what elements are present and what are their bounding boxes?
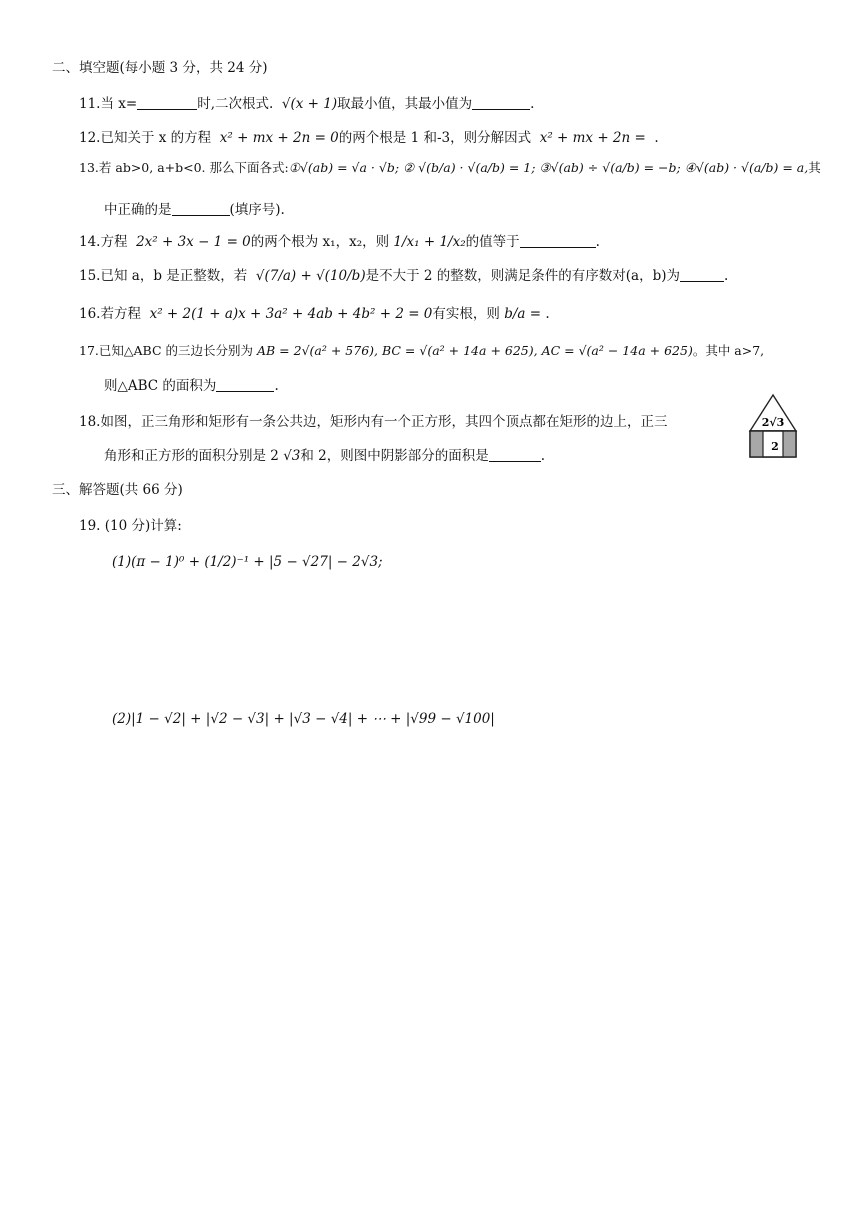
q19-part1-math: (1)(π − 1)⁰ + (1/2)⁻¹ + |5 − √27| − 2√3;	[112, 554, 383, 570]
q19-part2-math: (2)|1 − √2| + |√2 − √3| + |√3 − √4| + ⋯ + |√99 − √100|	[112, 711, 495, 727]
q11-math: √(x + 1)	[281, 96, 338, 112]
q15-end: .	[724, 268, 729, 284]
q18-blank	[489, 447, 541, 462]
q12-text-b: 的两个根是 1 和-3，则分解因式	[338, 130, 532, 146]
q14-math-a: 2x² + 3x − 1 = 0	[136, 234, 251, 250]
q11-number: 11.	[79, 96, 101, 112]
q16-number: 16.	[79, 306, 101, 322]
q15-number: 15.	[79, 268, 101, 284]
q11-blank-1	[137, 95, 197, 110]
q17-number: 17.	[79, 343, 99, 358]
q12-number: 12.	[79, 130, 101, 146]
q18-end: .	[540, 448, 546, 464]
q13-number: 13.	[79, 160, 99, 175]
question-13-line2	[104, 200, 285, 220]
q16-math-b: b/a =	[504, 306, 542, 322]
q16-text-a: 若方程	[100, 306, 141, 322]
q11-text-c: 取最小值，其最小值为	[337, 96, 473, 112]
q18-line2-a: 角形和正方形的面积分别是 2	[104, 448, 279, 464]
q13-line2-b: (填序号).	[229, 202, 285, 218]
q18-line2-b: 和 2，则图中阴影部分的面积是	[300, 448, 489, 464]
q11-blank-2	[472, 95, 530, 110]
shaded-right	[783, 431, 796, 457]
question-16	[79, 304, 550, 324]
q14-end: .	[595, 234, 600, 250]
q15-blank	[680, 267, 724, 282]
question-19-part1	[112, 552, 383, 572]
q18-line1: 如图，正三角形和矩形有一条公共边，矩形内有一个正方形，其四个顶点都在矩形的边上，正三	[100, 414, 668, 430]
q14-blank	[520, 233, 596, 248]
q14-number: 14.	[79, 234, 101, 250]
q18-number: 18.	[79, 414, 101, 430]
q17-blank	[216, 377, 274, 392]
q11-text-b: 时,二次根式.	[197, 96, 274, 112]
q17-math: AB = 2√(a² + 576), BC = √(a² + 14a + 625), AC = √(a² − 14a + 625)	[256, 343, 693, 358]
q19-title-text: 19. (10 分)计算:	[79, 518, 182, 534]
section2-heading	[52, 58, 267, 78]
q14-text-a: 方程	[100, 234, 128, 250]
q17-end: .	[274, 378, 279, 394]
q17-text-b: 。其中 a>7,	[692, 343, 765, 358]
question-13	[79, 158, 821, 178]
question-14	[79, 232, 600, 252]
question-18	[79, 412, 667, 432]
q12-text-a: 已知关于 x 的方程	[100, 130, 212, 146]
question-18-line2	[104, 446, 545, 466]
section3-heading	[52, 480, 183, 500]
q17-text-a: 已知△ABC 的三边长分别为	[98, 343, 253, 358]
question-17-line2	[104, 376, 279, 396]
q13-text-a: 若 ab>0, a+b<0. 那么下面各式:	[98, 160, 289, 175]
q18-math: √3	[283, 448, 301, 464]
q11-text-a: 当 x=	[100, 96, 138, 112]
q14-math-b: 1/x₁ + 1/x₂	[393, 234, 466, 250]
section2-heading-text: 二、填空题(每小题 3 分，共 24 分)	[52, 60, 268, 76]
q12-math-a: x² + mx + 2n = 0	[219, 130, 339, 146]
fig-label-square: 2	[771, 440, 779, 453]
q12-end: .	[654, 130, 659, 146]
q13-text-b: 其	[808, 160, 821, 175]
q15-math: √(7/a) + √(10/b)	[255, 268, 366, 284]
q12-math-b: x² + mx + 2n =	[539, 130, 646, 146]
q13-math: ①√(ab) = √a · √b; ② √(b/a) · √(a/b) = 1; ③√(ab) ÷ √(a/b) = −b; ④√(ab) · √(a/b) = a,	[288, 160, 809, 175]
q13-blank	[172, 201, 230, 216]
q14-text-c: 的值等于	[465, 234, 520, 250]
section3-heading-text: 三、解答题(共 66 分)	[52, 482, 183, 498]
q11-end: .	[530, 96, 535, 112]
q15-text-b: 是不大于 2 的整数，则满足条件的有序数对(a，b)为	[365, 268, 680, 284]
fig-label-triangle: 2√3	[761, 416, 785, 429]
question-12	[79, 128, 659, 148]
question-19-part2	[112, 709, 495, 729]
q18-figure	[748, 393, 798, 459]
q16-math-a: x² + 2(1 + a)x + 3a² + 4ab + 4b² + 2 = 0	[149, 306, 433, 322]
q17-line2-a: 则△ABC 的面积为	[104, 378, 217, 394]
q13-line2-a: 中正确的是	[104, 202, 172, 218]
q15-text-a: 已知 a，b 是正整数，若	[100, 268, 248, 284]
question-11	[79, 94, 534, 114]
question-17	[79, 341, 764, 361]
q14-text-b: 的两个根为 x₁，x₂，则	[250, 234, 390, 250]
q16-end: .	[541, 306, 550, 322]
q16-text-b: 有实根，则	[432, 306, 500, 322]
question-15	[79, 266, 728, 286]
question-19-title	[79, 516, 182, 536]
shaded-left	[750, 431, 763, 457]
